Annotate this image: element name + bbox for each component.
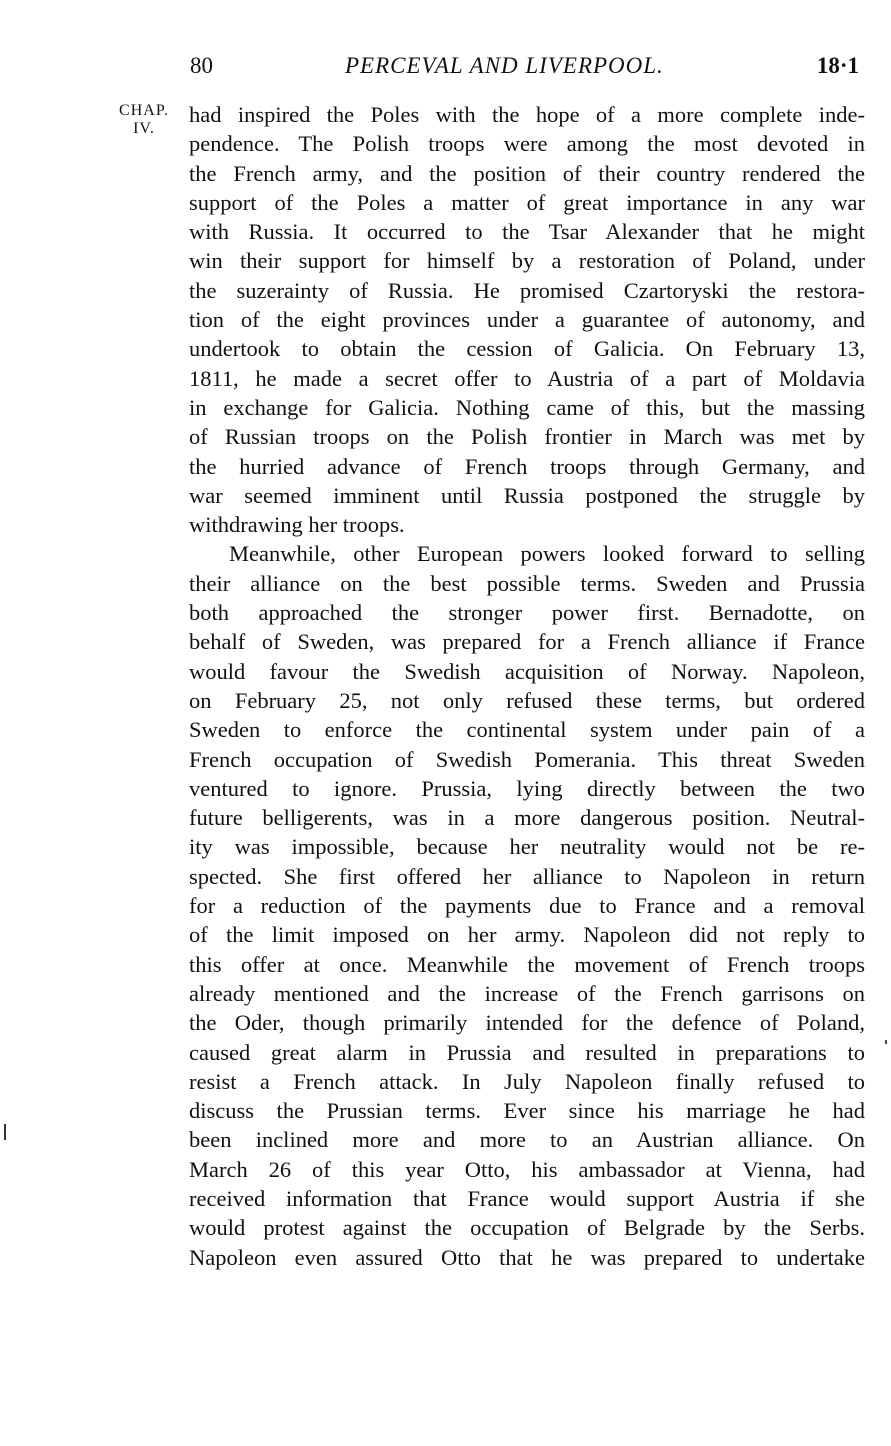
text-line: been inclined more and more to an Austrian alliance. On <box>189 1127 865 1153</box>
scan-mark <box>4 1124 6 1140</box>
text-line: both approached the stronger power first. Bernadotte, on <box>189 600 865 626</box>
paragraph-2 <box>189 539 865 1271</box>
text-line: win their support for himself by a restoration of Poland, under <box>189 248 865 274</box>
body-text <box>189 100 865 1272</box>
text-line: had inspired the Poles with the hope of a more complete inde- <box>189 102 865 127</box>
text-line: Sweden to enforce the continental system under pain of a <box>189 717 865 743</box>
running-year: 18·1 <box>816 53 859 78</box>
text-line: war seemed imminent until Russia postponed the struggle by <box>189 482 865 508</box>
text-line: in exchange for Galicia. Nothing came of this, but the massing <box>189 394 865 420</box>
text-line: resist a French attack. In July Napoleon finally refused to <box>189 1068 865 1094</box>
running-head <box>190 50 865 82</box>
text-line: the Oder, though primarily intended for the defence of Poland, <box>189 1010 865 1036</box>
text-line: ity was impossible, because her neutrality would not be re- <box>189 834 865 860</box>
text-line: pendence. The Polish troops were among the most devoted in <box>189 131 865 157</box>
chapter-margin-note <box>104 102 184 138</box>
paragraph-1 <box>189 100 865 539</box>
text-line: withdrawing her troops. <box>189 512 405 538</box>
text-line: of Russian troops on the Polish frontier in March was met by <box>189 424 865 450</box>
text-line: support of the Poles a matter of great importance in any war <box>189 189 865 215</box>
text-line: tion of the eight provinces under a guarantee of autonomy, and <box>189 307 865 333</box>
text-line: the French army, and the position of their country rendered the <box>189 160 865 186</box>
text-line: behalf of Sweden, was prepared for a French alliance if France <box>189 629 865 655</box>
scan-dot <box>885 1040 887 1044</box>
text-line: the hurried advance of French troops through Germany, and <box>189 453 865 479</box>
text-line: already mentioned and the increase of the French garrisons on <box>189 980 865 1006</box>
text-line: on February 25, not only refused these terms, but ordered <box>189 687 865 713</box>
text-line: would protest against the occupation of Belgrade by the Serbs. <box>189 1215 865 1241</box>
running-title: PERCEVAL AND LIVERPOOL. <box>345 53 664 78</box>
text-line: future belligerents, was in a more dangerous position. Neutral- <box>189 805 865 831</box>
text-line: the suzerainty of Russia. He promised Czartoryski the restora- <box>189 277 865 303</box>
text-line: caused great alarm in Prussia and resulted in preparations to <box>189 1039 865 1065</box>
text-line: of the limit imposed on her army. Napoleon did not reply to <box>189 922 865 948</box>
text-line: would favour the Swedish acquisition of Norway. Napoleon, <box>189 658 865 684</box>
text-line: spected. She first offered her alliance to Napoleon in return <box>189 863 865 889</box>
text-line: with Russia. It occurred to the Tsar Alexander that he might <box>189 219 865 245</box>
text-line: Napoleon even assured Otto that he was prepared to undertake <box>189 1244 865 1270</box>
chapter-label: CHAP. <box>119 102 169 119</box>
text-line: March 26 of this year Otto, his ambassador at Vienna, had <box>189 1156 865 1182</box>
text-line: this offer at once. Meanwhile the movement of French troops <box>189 951 865 977</box>
chapter-number: IV. <box>133 120 155 137</box>
text-line: French occupation of Swedish Pomerania. This threat Sweden <box>189 746 865 772</box>
text-line: 1811, he made a secret offer to Austria of a part of Moldavia <box>189 365 865 391</box>
page-number: 80 <box>190 53 213 78</box>
text-line: undertook to obtain the cession of Galicia. On February 13, <box>189 336 865 362</box>
text-line: discuss the Prussian terms. Ever since his marriage he had <box>189 1098 865 1124</box>
text-line: for a reduction of the payments due to France and a removal <box>189 893 865 919</box>
text-line: their alliance on the best possible terms. Sweden and Prussia <box>189 570 865 596</box>
text-line: Meanwhile, other European powers looked forward to selling <box>229 541 865 567</box>
text-line: received information that France would support Austria if she <box>189 1185 865 1211</box>
text-line: ventured to ignore. Prussia, lying directly between the two <box>189 775 865 801</box>
